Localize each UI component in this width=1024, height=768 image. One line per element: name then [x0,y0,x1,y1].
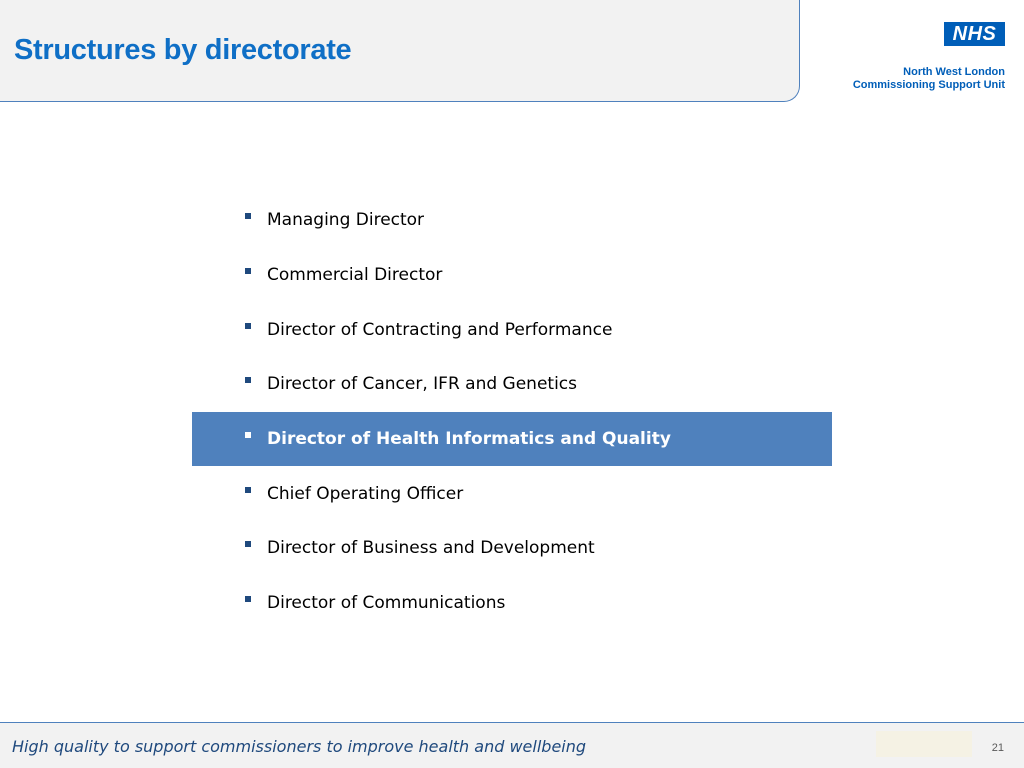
square-bullet-icon [245,377,251,383]
page-number: 21 [991,742,1004,754]
list-item-cancer-ifr-genetics [192,357,832,412]
square-bullet-icon [245,213,251,219]
list-item-label: Director of Contracting and Performance [267,319,613,340]
square-bullet-icon [245,541,251,547]
list-item-label: Director of Communications [267,593,506,614]
list-item-contracting-performance [192,302,832,357]
list-item-health-informatics-quality [192,412,832,467]
list-item-label: Commercial Director [267,265,443,286]
list-item-label: Managing Director [267,210,425,231]
list-item-label: Director of Business and Development [267,538,595,559]
directorate-list [192,193,832,631]
square-bullet-icon [245,268,251,274]
org-name-line2: Commissioning Support Unit [852,79,1005,91]
square-bullet-icon [245,487,251,493]
list-item-managing-director [192,193,832,248]
footer-tagline: High quality to support commissioners to improve health and wellbeing [12,737,587,756]
list-item-communications [192,576,832,631]
list-item-label: Chief Operating Officer [267,483,464,504]
list-item-business-development [192,521,832,576]
list-item-commercial-director [192,248,832,303]
header-panel [0,0,800,102]
list-item-chief-operating-officer [192,466,832,521]
page-title: Structures by directorate [14,34,352,66]
square-bullet-icon [245,596,251,602]
list-item-label: Director of Health Informatics and Quality [267,429,671,450]
nhs-logo: NHS [944,22,1005,46]
footer [0,723,1024,768]
footer-placeholder-box [876,731,972,757]
org-name-line1: North West London [903,66,1005,78]
square-bullet-icon [245,432,251,438]
list-item-label: Director of Cancer, IFR and Genetics [267,374,578,395]
square-bullet-icon [245,323,251,329]
